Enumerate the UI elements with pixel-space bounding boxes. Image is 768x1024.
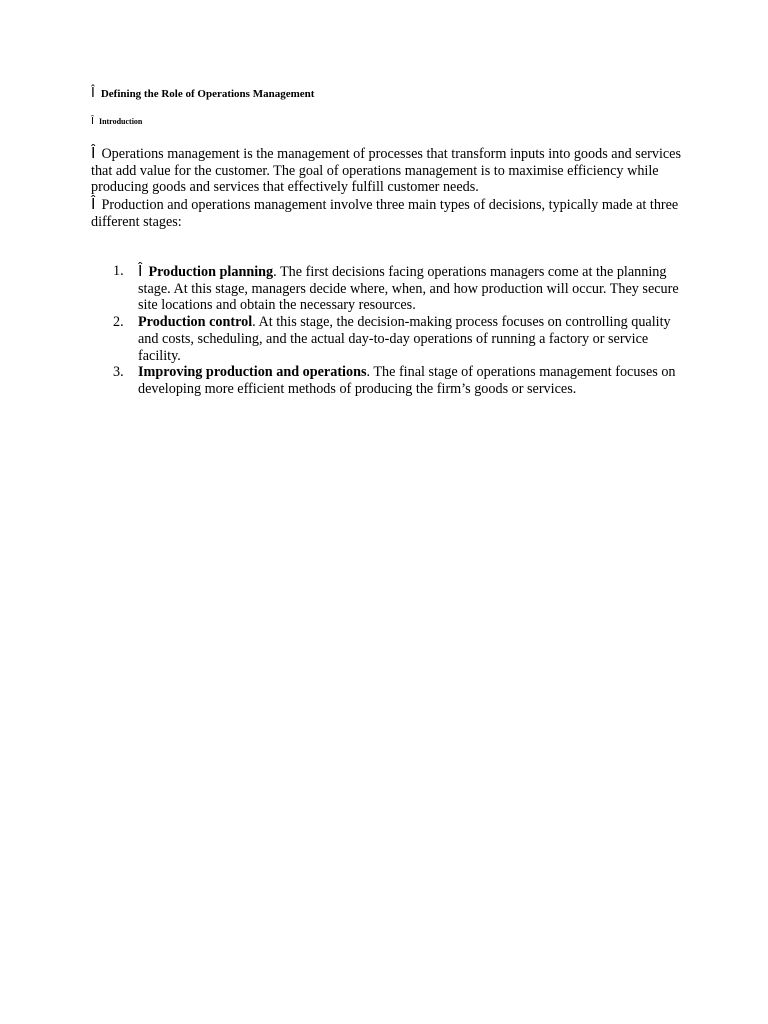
document-heading (91, 86, 314, 101)
list-item-term: Production control (138, 314, 253, 331)
list-item-text: . The final stage of operations management focuses on developing more efficient methods of producing the firm’s goods or services. (138, 364, 676, 397)
list-item-text: . The first decisions facing operations managers come at the planning stage. At this stage, managers decide where, when, and how production will occur. They secure site locations and obtain the necessary resources. (138, 264, 679, 314)
list-item-number: 1. (113, 263, 124, 279)
subheading-text: Introduction (98, 117, 143, 126)
decision-stages-list (91, 263, 691, 398)
list-item (91, 314, 691, 364)
list-item (91, 263, 691, 314)
heading-text: Defining the Role of Operations Management (100, 88, 315, 100)
bullet-glyph-icon: Î (91, 116, 94, 127)
intro-body (91, 145, 691, 231)
intro-paragraph (91, 145, 691, 196)
bullet-glyph-icon: Î (91, 195, 96, 214)
list-item-number: 3. (113, 364, 124, 381)
bullet-glyph-icon: Î (138, 262, 143, 280)
paragraph-text: Production and operations management involve three main types of decisions, typically made at three different stages: (91, 197, 679, 230)
bullet-glyph-icon: Î (91, 86, 95, 101)
list-item (91, 364, 691, 397)
list-item-text: . At this stage, the decision-making process focuses on controlling quality and costs, scheduling, and the actual day-to-day operations of running a factory or service facility. (138, 314, 671, 364)
intro-paragraph (91, 196, 691, 230)
section-subheading (91, 116, 142, 127)
bullet-glyph-icon: Î (91, 144, 96, 162)
list-item-term: Production planning (148, 264, 274, 280)
list-item-term: Improving production and operations (138, 364, 367, 381)
list-item-number: 2. (113, 314, 124, 331)
paragraph-text: Operations management is the management of processes that transform inputs into goods and services that add value for the customer. The goal of operations management is to maximise efficiency while producing goods and services that effectively fulfill customer needs. (91, 146, 682, 196)
